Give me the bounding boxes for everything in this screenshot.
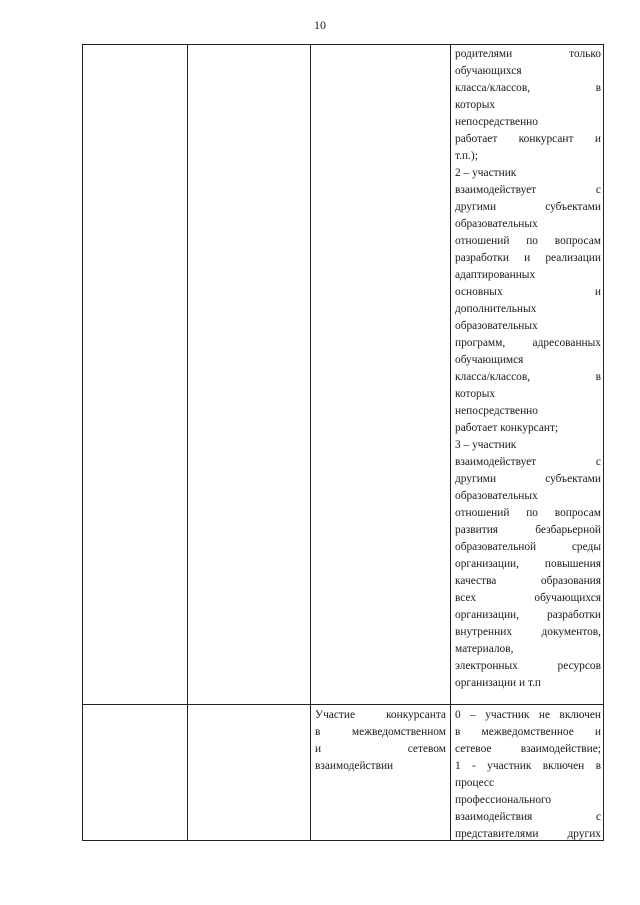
cell-text-line: образовательных (455, 490, 538, 502)
cell-text-line: взаимодействует с (455, 456, 601, 468)
cell-text-line: организации и т.п (455, 677, 542, 689)
column-divider-1 (187, 44, 188, 841)
cell-text-line: материалов, (455, 643, 514, 655)
cell-text-line: 2 – участник (455, 167, 517, 179)
cell-text-line: образовательных (455, 320, 538, 332)
cell-text-line: взаимодействия с (455, 811, 601, 823)
cell-text-line: развития безбарьерной (455, 524, 601, 536)
cell-text-line: всех обучающихся (455, 592, 601, 604)
cell-text-line: работает конкурсант; (455, 422, 559, 434)
cell-text-line: адаптированных (455, 269, 536, 281)
cell-text-line: внутренних документов, (455, 626, 601, 638)
cell-text-line: Участие конкурсанта (315, 709, 446, 721)
cell-text-line: родителями только (455, 48, 601, 60)
cell-text-line: 3 – участник (455, 439, 517, 451)
cell-text-line: т.п.); (455, 150, 478, 162)
cell-text-line: в межведомственное и (455, 726, 601, 738)
cell-text-line: непосредственно (455, 405, 538, 417)
cell-text-line: разработки и реализации (455, 252, 601, 264)
cell-text-line: качества образования (455, 575, 601, 587)
cell-text-line: в межведомственном (315, 726, 446, 738)
cell-text-line: электронных ресурсов (455, 660, 601, 672)
cell-text-line: обучающимся (455, 354, 524, 366)
table-border-right (603, 44, 604, 841)
cell-text-line: сетевое взаимодействие; (455, 743, 601, 755)
cell-text-line: класса/классов, в (455, 371, 601, 383)
cell-text-line: другими субъектами (455, 473, 601, 485)
cell-text-line: организации, повышения (455, 558, 601, 570)
column-divider-3 (450, 44, 451, 841)
cell-text-line: и сетевом (315, 743, 446, 755)
row2-criteria-cell (455, 707, 601, 843)
document-table (82, 44, 604, 841)
column-divider-2 (310, 44, 311, 841)
cell-text-line: представителями других (455, 828, 601, 840)
cell-text-line: 1 - участник включен в (455, 760, 601, 772)
row2-indicator-cell (315, 707, 446, 775)
cell-text-line: отношений по вопросам (455, 235, 601, 247)
cell-text-line: непосредственно (455, 116, 538, 128)
cell-text-line: которых (455, 99, 496, 111)
cell-text-line: взаимодействии (315, 760, 394, 772)
cell-text-line: взаимодействует с (455, 184, 601, 196)
cell-text-line: обучающихся (455, 65, 522, 77)
cell-text-line: основных и (455, 286, 601, 298)
cell-text-line: процесс (455, 777, 495, 789)
page-number: 10 (314, 18, 326, 32)
cell-text-line: класса/классов, в (455, 82, 601, 94)
cell-text-line: программ, адресованных (455, 337, 601, 349)
row1-criteria-cell (455, 46, 601, 692)
cell-text-line: образовательных (455, 218, 538, 230)
cell-text-line: работает конкурсант и (455, 133, 601, 145)
cell-text-line: другими субъектами (455, 201, 601, 213)
cell-text-line: дополнительных (455, 303, 537, 315)
cell-text-line: организации, разработки (455, 609, 601, 621)
cell-text-line: образовательной среды (455, 541, 601, 553)
cell-text-line: отношений по вопросам (455, 507, 601, 519)
cell-text-line: профессионального (455, 794, 552, 806)
cell-text-line: которых (455, 388, 496, 400)
table-border-top (82, 44, 604, 45)
table-border-left (82, 44, 83, 841)
cell-text-line: 0 – участник не включен (455, 709, 601, 721)
row-divider (82, 704, 604, 705)
